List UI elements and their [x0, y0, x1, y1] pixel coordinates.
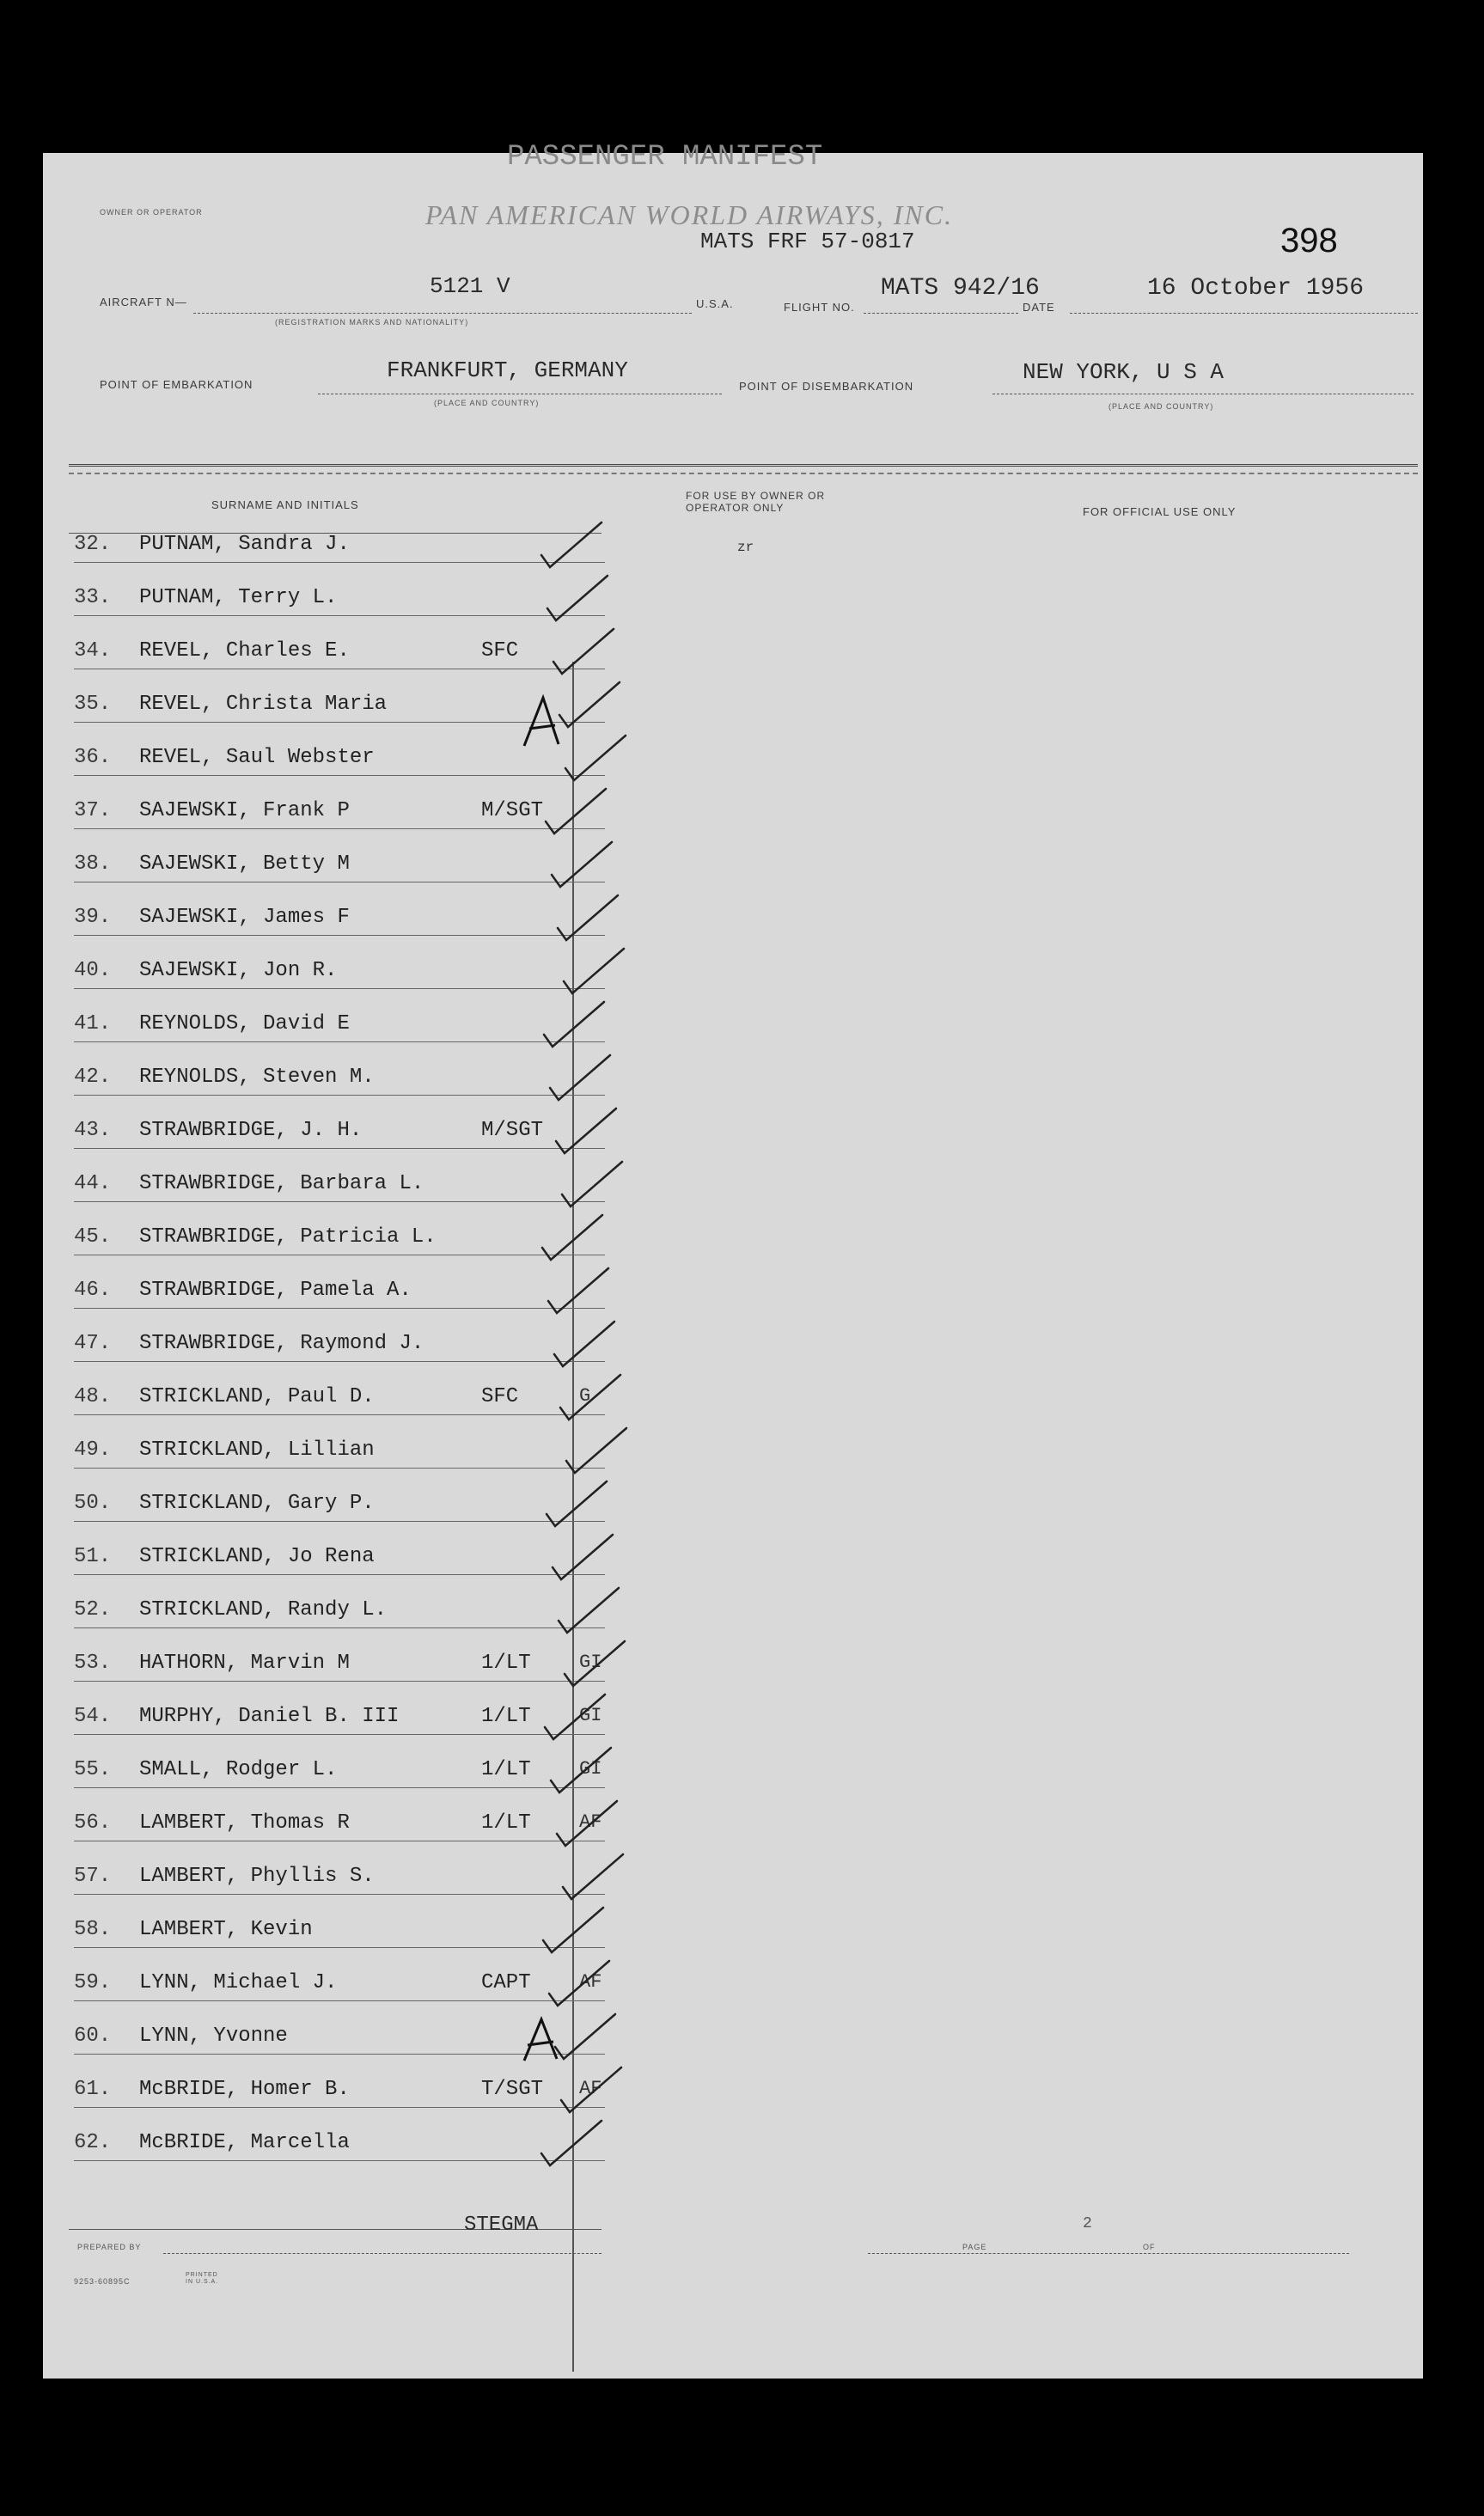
- stamp-text: STEGMA: [464, 2214, 539, 2237]
- passenger-number: 52.: [74, 1598, 112, 1621]
- check-mark: [553, 629, 614, 674]
- form-number: 9253-60895C: [74, 2277, 131, 2286]
- passenger-number: 60.: [74, 2024, 112, 2048]
- passenger-number: 46.: [74, 1279, 112, 1302]
- passenger-name: McBRIDE, Marcella: [139, 2131, 350, 2154]
- passenger-number: 56.: [74, 1811, 112, 1835]
- aircraft-caption: (REGISTRATION MARKS AND NATIONALITY): [275, 318, 469, 327]
- passenger-number: 42.: [74, 1066, 112, 1089]
- passenger-rank: SFC: [481, 1385, 519, 1408]
- check-mark: [564, 949, 624, 993]
- passenger-number: 57.: [74, 1865, 112, 1888]
- passenger-rank: M/SGT: [481, 799, 544, 822]
- check-mark: [566, 1428, 626, 1473]
- passenger-name: HATHORN, Marvin M: [139, 1652, 350, 1675]
- flight-label: FLIGHT NO.: [784, 301, 855, 314]
- passenger-number: 48.: [74, 1385, 112, 1408]
- passenger-rank: SFC: [481, 639, 519, 663]
- owner-label: OWNER OR OPERATOR: [100, 208, 203, 217]
- passenger-name: LAMBERT, Phyllis S.: [139, 1865, 375, 1888]
- passenger-number: 38.: [74, 852, 112, 876]
- passenger-name: PUTNAM, Terry L.: [139, 586, 338, 609]
- passenger-name: LAMBERT, Kevin: [139, 1918, 313, 1941]
- passenger-name: STRAWBRIDGE, Barbara L.: [139, 1172, 424, 1195]
- surname-column-header: SURNAME AND INITIALS: [211, 498, 359, 511]
- manifest-page: [43, 141, 1423, 2379]
- passenger-name: REVEL, Charles E.: [139, 639, 350, 663]
- passenger-number: 43.: [74, 1119, 112, 1142]
- embarkation-caption: (PLACE AND COUNTRY): [434, 399, 540, 407]
- disembarkation-point: NEW YORK, U S A: [1023, 359, 1224, 385]
- check-mark: [551, 1748, 611, 1792]
- passenger-name: LYNN, Yvonne: [139, 2024, 288, 2048]
- check-mark: [547, 1481, 607, 1526]
- footer-page-number: 2: [1083, 2215, 1092, 2232]
- passenger-code: GI: [579, 1652, 602, 1673]
- check-mark: [541, 2121, 602, 2165]
- check-mark: [553, 1535, 613, 1579]
- check-mark: [565, 1641, 625, 1686]
- passenger-number: 36.: [74, 746, 112, 769]
- passenger-number: 47.: [74, 1332, 112, 1355]
- passenger-number: 55.: [74, 1758, 112, 1781]
- passenger-name: LAMBERT, Thomas R: [139, 1811, 350, 1835]
- passenger-number: 51.: [74, 1545, 112, 1568]
- check-mark: [559, 1588, 619, 1633]
- check-mark: [548, 1268, 608, 1313]
- passenger-name: REVEL, Saul Webster: [139, 746, 375, 769]
- passenger-name: STRAWBRIDGE, Pamela A.: [139, 1279, 412, 1302]
- page-label: PAGE: [962, 2243, 987, 2251]
- passenger-name: SAJEWSKI, Betty M: [139, 852, 350, 876]
- passenger-number: 35.: [74, 693, 112, 716]
- passenger-number: 34.: [74, 639, 112, 663]
- check-mark: [556, 1108, 616, 1153]
- a-annotations: [524, 698, 559, 2061]
- passenger-code: AF: [579, 1811, 602, 1833]
- passenger-number: 59.: [74, 1971, 112, 1994]
- passenger-name: STRICKLAND, Jo Rena: [139, 1545, 375, 1568]
- check-mark: [546, 789, 606, 834]
- check-mark: [541, 522, 602, 567]
- passenger-name: SMALL, Rodger L.: [139, 1758, 338, 1781]
- date-label: DATE: [1023, 301, 1055, 314]
- owner-name: PAN AMERICAN WORLD AIRWAYS, INC.: [425, 199, 954, 230]
- check-mark: [544, 1002, 604, 1047]
- passenger-name: STRICKLAND, Lillian: [139, 1438, 375, 1462]
- mats-reference: MATS FRF 57-0817: [700, 229, 915, 254]
- passenger-number: 50.: [74, 1492, 112, 1515]
- passenger-number: 40.: [74, 959, 112, 982]
- passenger-code: AF: [579, 2078, 602, 2099]
- check-mark: [547, 576, 608, 620]
- passenger-name: REYNOLDS, David E: [139, 1012, 350, 1035]
- embarkation-point: FRANKFURT, GERMANY: [387, 357, 628, 383]
- flight-number: MATS 942/16: [881, 275, 1040, 302]
- check-mark: [561, 2067, 621, 2112]
- passenger-number: 37.: [74, 799, 112, 822]
- prepared-by-label: PREPARED BY: [77, 2243, 142, 2251]
- passenger-rank: M/SGT: [481, 1119, 544, 1142]
- passenger-number: 62.: [74, 2131, 112, 2154]
- passenger-number: 44.: [74, 1172, 112, 1195]
- passenger-number: 54.: [74, 1705, 112, 1728]
- check-mark: [565, 736, 626, 780]
- passenger-name: STRAWBRIDGE, Patricia L.: [139, 1225, 437, 1249]
- usa-label: U.S.A.: [696, 297, 734, 310]
- passenger-rank: 1/LT: [481, 1652, 531, 1675]
- disembarkation-caption: (PLACE AND COUNTRY): [1108, 402, 1214, 411]
- check-mark: [549, 1961, 609, 2006]
- disembarkation-label: POINT OF DISEMBARKATION: [739, 380, 914, 393]
- owner-use-column-header: FOR USE BY OWNER OR OPERATOR ONLY: [686, 490, 826, 514]
- check-mark: [545, 1695, 605, 1739]
- check-mark: [555, 2014, 615, 2059]
- check-mark: [552, 842, 612, 887]
- flight-date: 16 October 1956: [1147, 275, 1365, 302]
- check-mark: [550, 1055, 610, 1100]
- passenger-number: 45.: [74, 1225, 112, 1249]
- passenger-name: STRICKLAND, Gary P.: [139, 1492, 375, 1515]
- passenger-number: 41.: [74, 1012, 112, 1035]
- check-mark: [542, 1215, 602, 1260]
- passenger-rank: 1/LT: [481, 1705, 531, 1728]
- passenger-name: McBRIDE, Homer B.: [139, 2078, 350, 2101]
- passenger-rank: T/SGT: [481, 2078, 544, 2101]
- owner-column-mark: zr: [737, 540, 754, 555]
- official-use-column-header: FOR OFFICIAL USE ONLY: [1083, 505, 1237, 518]
- passenger-name: REVEL, Christa Maria: [139, 693, 388, 716]
- passenger-name: STRICKLAND, Randy L.: [139, 1598, 388, 1621]
- passenger-rank: 1/LT: [481, 1811, 531, 1835]
- passenger-code: GI: [579, 1705, 602, 1726]
- page-number: 398: [1280, 222, 1338, 260]
- check-mark: [563, 1854, 623, 1899]
- passenger-name: MURPHY, Daniel B. III: [139, 1705, 400, 1728]
- passenger-number: 33.: [74, 586, 112, 609]
- passenger-name: SAJEWSKI, Frank P: [139, 799, 350, 822]
- printed-label: PRINTED IN U.S.A.: [186, 2272, 219, 2285]
- passenger-rank: 1/LT: [481, 1758, 531, 1781]
- passenger-name: STRAWBRIDGE, Raymond J.: [139, 1332, 424, 1355]
- passenger-number: 58.: [74, 1918, 112, 1941]
- of-label: OF: [1143, 2243, 1156, 2251]
- passenger-name: PUTNAM, Sandra J.: [139, 533, 350, 556]
- check-mark: [543, 1908, 603, 1952]
- handwritten-checkmarks: [43, 153, 1423, 2379]
- passenger-code: G: [579, 1385, 591, 1407]
- passenger-number: 61.: [74, 2078, 112, 2101]
- passenger-name: REYNOLDS, Steven M.: [139, 1066, 375, 1089]
- check-mark: [557, 1801, 617, 1846]
- check-mark: [560, 1375, 620, 1420]
- passenger-number: 39.: [74, 906, 112, 929]
- check-mark: [562, 1162, 622, 1206]
- passenger-name: SAJEWSKI, Jon R.: [139, 959, 338, 982]
- manifest-title: PASSENGER MANIFEST: [507, 141, 823, 174]
- passenger-code: GI: [579, 1758, 602, 1780]
- check-mark: [558, 895, 618, 940]
- aircraft-registration: 5121 V: [430, 273, 510, 299]
- passenger-name: LYNN, Michael J.: [139, 1971, 338, 1994]
- passenger-number: 53.: [74, 1652, 112, 1675]
- passenger-name: STRAWBRIDGE, J. H.: [139, 1119, 363, 1142]
- passenger-name: SAJEWSKI, James F: [139, 906, 350, 929]
- passenger-rank: CAPT: [481, 1971, 531, 1994]
- passenger-name: STRICKLAND, Paul D.: [139, 1385, 375, 1408]
- check-mark: [559, 682, 620, 727]
- embarkation-label: POINT OF EMBARKATION: [100, 378, 253, 391]
- aircraft-label: AIRCRAFT N—: [100, 296, 187, 308]
- passenger-number: 49.: [74, 1438, 112, 1462]
- passenger-number: 32.: [74, 533, 112, 556]
- passenger-code: AF: [579, 1971, 602, 1993]
- check-mark: [554, 1322, 614, 1366]
